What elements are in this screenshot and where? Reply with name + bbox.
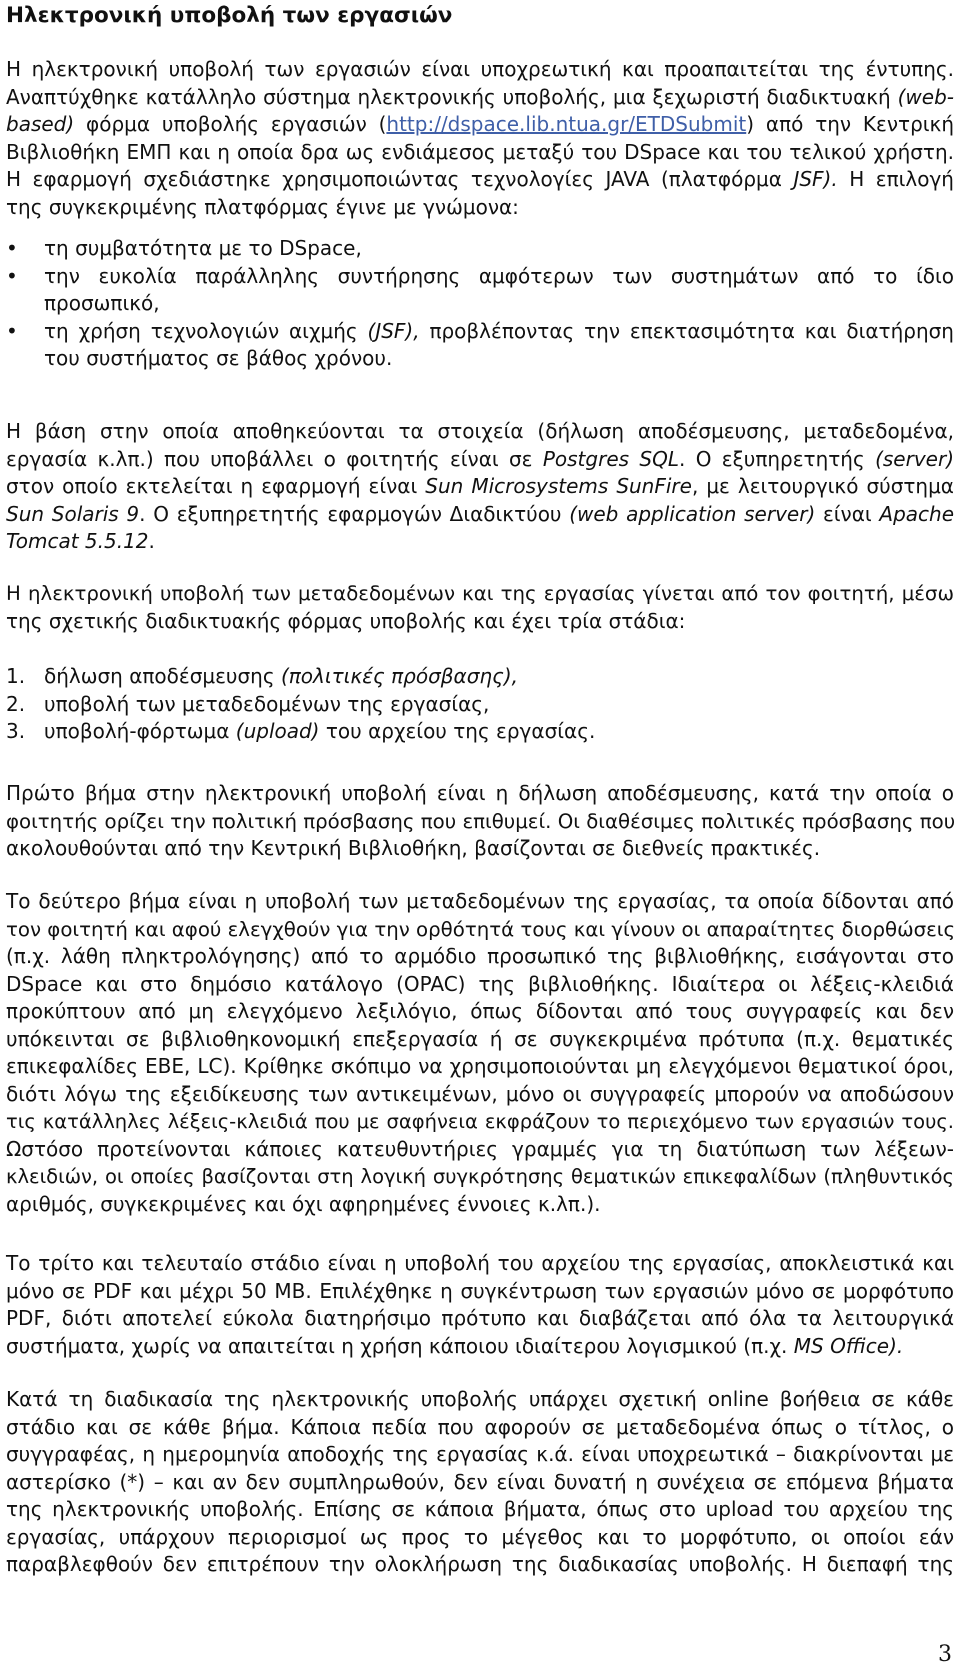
bullet-icon: • — [6, 263, 18, 288]
text-line: (π.χ. λάθη πληκτρολόγησης) από το αρμόδιο προσωπικό της βιβλιοθήκης, εισάγονται στο — [6, 944, 954, 968]
text-line: συστήματα, χωρίς να απαιτείται η χρήση κάποιου ιδιαίτερου λογισμικού (π.χ. MS Office). — [6, 1333, 904, 1358]
database-paragraph — [6, 418, 954, 556]
text-line: Ωστόσο προτείνονται κάποιες κατευθυντήριες γραμμές για τη διατύπωση των λέξεων- — [6, 1136, 954, 1161]
page-number: 3 — [938, 1641, 952, 1667]
text-line: Αναπτύχθηκε κατάλληλο σύστημα ηλεκτρονικής υποβολής, μια ξεχωριστή διαδικτυακή (web- — [6, 84, 954, 109]
text-line: προκύπτουν από μη ελεγχόμενο λεξιλόγιο, όπως δίδονται από τους συγγραφείς και δεν — [6, 999, 954, 1023]
text-line: PDF, διότι αποτελεί εύκολα διατηρήσιμο πρότυπο και διαβάζεται από όλα τα λειτουργικά — [6, 1306, 954, 1330]
text-line: υπόκεινται σε βιβλιοθηκονομική επεξεργασία ή σε συγκεκριμένα πρότυπα (π.χ. θεματικές — [6, 1026, 954, 1051]
text-line: Η εφαρμογή σχεδιάστηκε χρησιμοποιώντας τεχνολογίες JAVA (πλατφόρμα JSF). Η επιλογή — [6, 167, 954, 191]
text-line: εργασία κ.λπ.) που υποβάλλει ο φοιτητής είναι σε Postgres SQL. Ο εξυπηρετητής (server) — [6, 446, 954, 471]
text-line: Sun Solaris 9. Ο εξυπηρετητής εφαρμογών Διαδικτύου (web application server) είναι Apache — [6, 501, 954, 526]
text-line: της ηλεκτρονικής υποβολής. Επίσης σε κάποια βήματα, όπως στο upload του αρχείου της — [6, 1497, 954, 1521]
list-number: 3. — [6, 719, 26, 743]
text-line: στον οποίο εκτελείται η εφαρμογή είναι Sun Microsystems SunFire, με λειτουργικό σύστημα — [6, 474, 954, 498]
online-help-paragraph — [6, 1386, 954, 1579]
first-step-paragraph — [6, 780, 954, 863]
text-line: στάδιο και σε κάθε βήμα. Κάποια πεδία που αφορούν σε μεταδεδομένα όπως ο τίτλος, ο — [6, 1414, 954, 1439]
text-line: Η ηλεκτρονική υποβολή των μεταδεδομένων και της εργασίας γίνεται από τον φοιτητή, μέσω — [6, 582, 954, 605]
text-line: παραβλεφθούν δεν επιτρέπουν την ολοκλήρωση της διαδικασίας υποβολής. Η διεπαφή της — [6, 1552, 954, 1576]
list-item: • τη χρήση τεχνολογιών αιχμής (JSF), προβλέποντας την επεκτασιμότητα και διατήρηση του συστήματος σε βάθος χρόνου. — [6, 318, 954, 370]
list-item: 3. υποβολή-φόρτωμα (upload) του αρχείου της εργασίας. — [6, 718, 954, 746]
stages-intro-paragraph — [6, 580, 954, 635]
text-line: Tomcat 5.5.12. — [6, 529, 155, 553]
stages-numbered-list — [6, 663, 954, 746]
text-line: επικεφαλίδες ΕΒΕ, LC). Κρίθηκε σκόπιμο να χρησιμοποιούνται μη ελεγχόμενοι θεματικοί όροι, — [6, 1054, 954, 1078]
text-line: κλειδιών, οι οποίες βασίζονται στη λογική συγκρότησης θεματικών επικεφαλίδων (πληθυντικός — [6, 1165, 954, 1188]
section-title: Ηλεκτρονική υποβολή των εργασιών — [6, 3, 453, 28]
third-step-paragraph — [6, 1250, 954, 1360]
text-line: Η βάση στην οποία αποθηκεύονται τα στοιχεία (δήλωση αποδέσμευσης, μεταδεδομένα, — [6, 419, 954, 443]
bullet-icon: • — [6, 318, 18, 343]
list-number: 1. — [6, 664, 26, 688]
text-line: Το δεύτερο βήμα είναι η υποβολή των μεταδεδομένων της εργασίας, τα οποία δίδονται από — [6, 889, 954, 913]
text-line: Κατά τη διαδικασία της ηλεκτρονικής υποβολής υπάρχει σχετική online βοήθεια σε κάθε — [6, 1387, 954, 1411]
list-item: • τη συμβατότητα με το DSpace, — [6, 235, 954, 263]
bullet-icon: • — [6, 236, 18, 260]
text-line: Η ηλεκτρονική υποβολή των εργασιών είναι υποχρεωτική και προαπαιτείται της έντυπης. — [6, 57, 954, 81]
second-step-paragraph — [6, 888, 954, 1218]
intro-paragraph — [6, 56, 954, 221]
text-line: φοιτητής ορίζει την πολιτική πρόσβασης που επιθυμεί. Οι διαθέσιμες πολιτικές πρόσβασης που — [6, 809, 956, 833]
text-line: της συγκεκριμένης πλατφόρμας έγινε με γνώμονα: — [6, 194, 519, 219]
text-line: based) φόρμα υποβολής εργασιών (http://dspace.lib.ntua.gr/ETDSubmit) από την Κεντρική — [6, 112, 954, 136]
text-line: εργασίας, υπάρχουν περιορισμοί ως προς το μέγεθος και το μορφότυπο, οι οποίοι εάν — [6, 1524, 954, 1549]
text-line: Το τρίτο και τελευταίο στάδιο είναι η υποβολή του αρχείου της εργασίας, αποκλειστικά και — [6, 1251, 954, 1275]
list-number: 2. — [6, 691, 26, 716]
text-line: Βιβλιοθήκη ΕΜΠ και η οποία δρα ως ενδιάμεσος μεταξύ του DSpace και του τελικού χρήστη. — [6, 139, 954, 164]
text-line: διότι λόγω της εξειδίκευσης των αντικειμένων, μόνο οι συγγραφείς μπορούν να αποδώσουν — [6, 1081, 954, 1106]
text-line: αριθμός, συγκεκριμένες και όχι αφηρημένες έννοιες κ.λπ.). — [6, 1191, 601, 1216]
text-line: DSpace και στο δημόσιο κατάλογο (OPAC) της βιβλιοθήκης. Ιδιαίτερα οι λέξεις-κλειδιά — [6, 971, 954, 996]
criteria-bullet-list — [6, 235, 954, 373]
text-line: Πρώτο βήμα στην ηλεκτρονική υποβολή είναι η δήλωση αποδέσμευσης, κατά την οποία ο — [6, 781, 954, 805]
text-line: συγγραφέας, η ημερομηνία αποδοχής της εργασίας κ.ά. είναι υποχρεωτικά – διακρίνονται με — [6, 1442, 954, 1466]
text-line: μόνο σε PDF και μέχρι 50 MB. Επιλέχθηκε η συγκέντρωση των εργασιών μόνο σε μορφότυπο — [6, 1278, 954, 1303]
text-line: της σχετικής διαδικτυακής φόρμας υποβολής και έχει τρία στάδια: — [6, 608, 686, 633]
text-line: τις κατάλληλες λέξεις-κλειδιά που με σαφήνεια εκφράζουν το περιεχόμενο των εργασιών τους. — [6, 1110, 954, 1133]
list-item: 1. δήλωση αποδέσμευσης (πολιτικές πρόσβασης), — [6, 663, 954, 691]
list-item: • την ευκολία παράλληλης συντήρησης αμφότερων των συστημάτων από το ίδιο προσωπικό, — [6, 263, 954, 315]
text-line: αστερίσκο (*) – και αν δεν συμπληρωθούν, δεν είναι δυνατή η συνέχεια σε επόμενα βήματα — [6, 1469, 954, 1494]
text-line: τον φοιτητή και αφού ελεγχθούν για την ορθότητά τους και γίνουν οι απαραίτητες διορθώσεις — [6, 917, 956, 941]
etd-submit-link[interactable]: http://dspace.lib.ntua.gr/ETDSubmit — [386, 112, 747, 136]
text-line: ακολουθούνται από την Κεντρική Βιβλιοθήκη, βασίζονται σε διεθνείς πρακτικές. — [6, 836, 821, 860]
list-item: 2. υποβολή των μεταδεδομένων της εργασίας, — [6, 691, 954, 719]
